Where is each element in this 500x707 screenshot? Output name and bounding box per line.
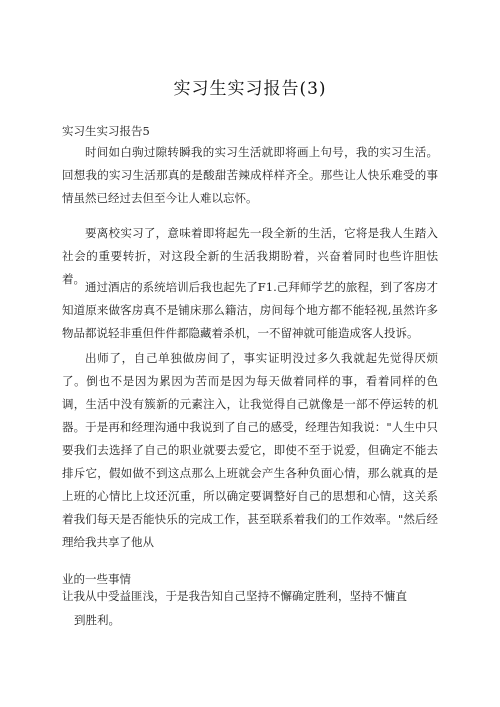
tail-line-2: 让我从中受益匪浅，于是我告知自己坚持不懈确定胜利，坚持不慵直 xyxy=(62,589,407,603)
paragraph-4: 出师了，自己单独做房间了，事实证明没过多久我就起先觉得厌烦了。倒也不是因为累因为苦而是因为每天做着同样的事，看着同样的色调，生活中没有簇新的元素注入，让我觉得自己就像是一部不停运转的机器。于是再和经理沟通中我说到了自己的感受，经理告知我说："人生中只要我们去选择了自己的职业就要去爱它，即使不至于说爱，但确定不能去排斥它，假如做不到这点那么上班就会产生各种负面心情，那么就真的是上班的心情比上坟还沉重，所以确定要调整好自己的思想和心情，这关系着我们每天是否能快乐的完成工作，甚至联系着我们的工作效率。"然后经理给我共享了他从 xyxy=(62,351,438,549)
document-subtitle: 实习生实习报告5 xyxy=(62,124,150,138)
paragraph-3: 通过酒店的系统培训后我也起先了F1.己拜师学艺的旅程，到了客房才知道原来做客房真不是铺床那么籍洁，房间每个地方都不能轻视,虽然许多物品都说轻非重但件件都隐藏着杀机，一不留神就可能造成客人投诉。 xyxy=(62,280,438,340)
document-title: 实习生实习报告(3) xyxy=(173,79,327,99)
paragraph-2: 要离校实习了，意味着即将起先一段全新的生活，它将是我人生踏入社会的重要转折，对这段全新的生活我期盼着，兴奋着同时也些许胆怯着。 xyxy=(62,226,438,286)
tail-line-3: 到胜利。 xyxy=(74,613,120,627)
tail-line-1: 业的一些事情 xyxy=(62,572,131,586)
paragraph-1: 时间如白驹过隙转瞬我的实习生活就即将画上句号，我的实习生活。回想我的实习生活那真的是酸甜苦辣成样样齐全。那些让人快乐难受的事情虽然已经过去但至今让人难以忘怀。 xyxy=(62,145,438,205)
